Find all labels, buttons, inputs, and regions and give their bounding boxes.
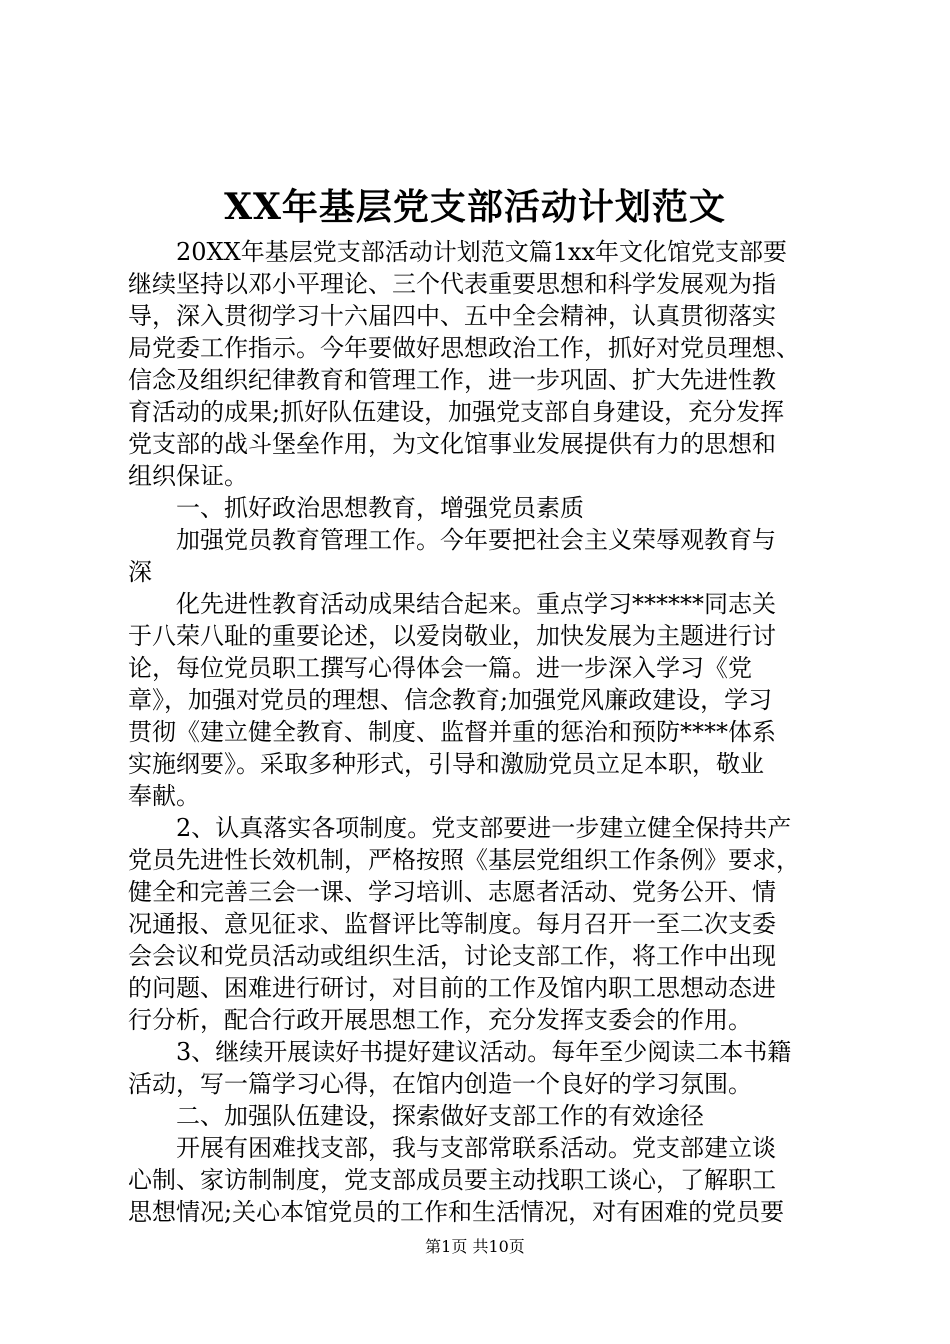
body-line: 开展有困难找支部，我与支部常联系活动。党支部建立谈 bbox=[128, 1134, 776, 1162]
body-line: 心制、家访制制度，党支部成员要主动找职工谈心，了解职工 bbox=[128, 1166, 776, 1194]
body-line: 局党委工作指示。今年要做好思想政治工作，抓好对党员理想、 bbox=[128, 334, 800, 362]
section-heading: 一、抓好政治思想教育，增强党员素质 bbox=[128, 494, 584, 522]
body-line: 于八荣八耻的重要论述，以爱岗敬业，加快发展为主题进行讨 bbox=[128, 622, 776, 650]
body-line: 信念及组织纪律教育和管理工作，进一步巩固、扩大先进性教 bbox=[128, 366, 776, 394]
body-line: 化先进性教育活动成果结合起来。重点学习******同志关 bbox=[128, 590, 776, 618]
body-line: 贯彻《建立健全教育、制度、监督并重的惩治和预防****体系 bbox=[128, 718, 776, 746]
body-line: 实施纲要》。采取多种形式，引导和激励党员立足本职，敬业 bbox=[128, 750, 764, 778]
body-line: 3、继续开展读好书提好建议活动。每年至少阅读二本书籍 bbox=[128, 1038, 792, 1066]
body-line: 论，每位党员职工撰写心得体会一篇。进一步深入学习《党 bbox=[128, 654, 752, 682]
document-title: XX年基层党支部活动计划范文 bbox=[224, 186, 726, 228]
body-line: 深 bbox=[128, 558, 152, 586]
body-line: 奉献。 bbox=[128, 782, 200, 810]
body-line: 导，深入贯彻学习十六届四中、五中全会精神，认真贯彻落实 bbox=[128, 302, 776, 330]
body-line: 2、认真落实各项制度。党支部要进一步建立健全保持共产 bbox=[128, 814, 792, 842]
body-line: 行分析，配合行政开展思想工作，充分发挥支委会的作用。 bbox=[128, 1006, 752, 1034]
body-line: 活动，写一篇学习心得，在馆内创造一个良好的学习氛围。 bbox=[128, 1070, 752, 1098]
document-body bbox=[128, 236, 828, 1228]
body-line: 组织保证。 bbox=[128, 462, 248, 490]
body-line: 章》，加强对党员的理想、信念教育;加强党风廉政建设，学习 bbox=[128, 686, 773, 714]
body-line: 20XX年基层党支部活动计划范文篇1xx年文化馆党支部要 bbox=[128, 238, 788, 266]
body-line: 继续坚持以邓小平理论、三个代表重要思想和科学发展观为指 bbox=[128, 270, 776, 298]
body-line: 会会议和党员活动或组织生活，讨论支部工作，将工作中出现 bbox=[128, 942, 776, 970]
body-line: 况通报、意见征求、监督评比等制度。每月召开一至二次支委 bbox=[128, 910, 776, 938]
section-heading: 二、加强队伍建设，探索做好支部工作的有效途径 bbox=[128, 1102, 704, 1130]
page-indicator: 第1页 共10页 bbox=[425, 1237, 525, 1256]
body-line: 的问题、困难进行研讨，对目前的工作及馆内职工思想动态进 bbox=[128, 974, 776, 1002]
body-line: 育活动的成果;抓好队伍建设，加强党支部自身建设，充分发挥 bbox=[128, 398, 785, 426]
body-line: 思想情况;关心本馆党员的工作和生活情况，对有困难的党员要 bbox=[128, 1198, 785, 1226]
body-line: 党员先进性长效机制，严格按照《基层党组织工作条例》要求， bbox=[128, 846, 800, 874]
body-line: 健全和完善三会一课、学习培训、志愿者活动、党务公开、情 bbox=[128, 878, 776, 906]
body-line: 党支部的战斗堡垒作用，为文化馆事业发展提供有力的思想和 bbox=[128, 430, 776, 458]
body-line: 加强党员教育管理工作。今年要把社会主义荣辱观教育与 bbox=[128, 526, 776, 554]
